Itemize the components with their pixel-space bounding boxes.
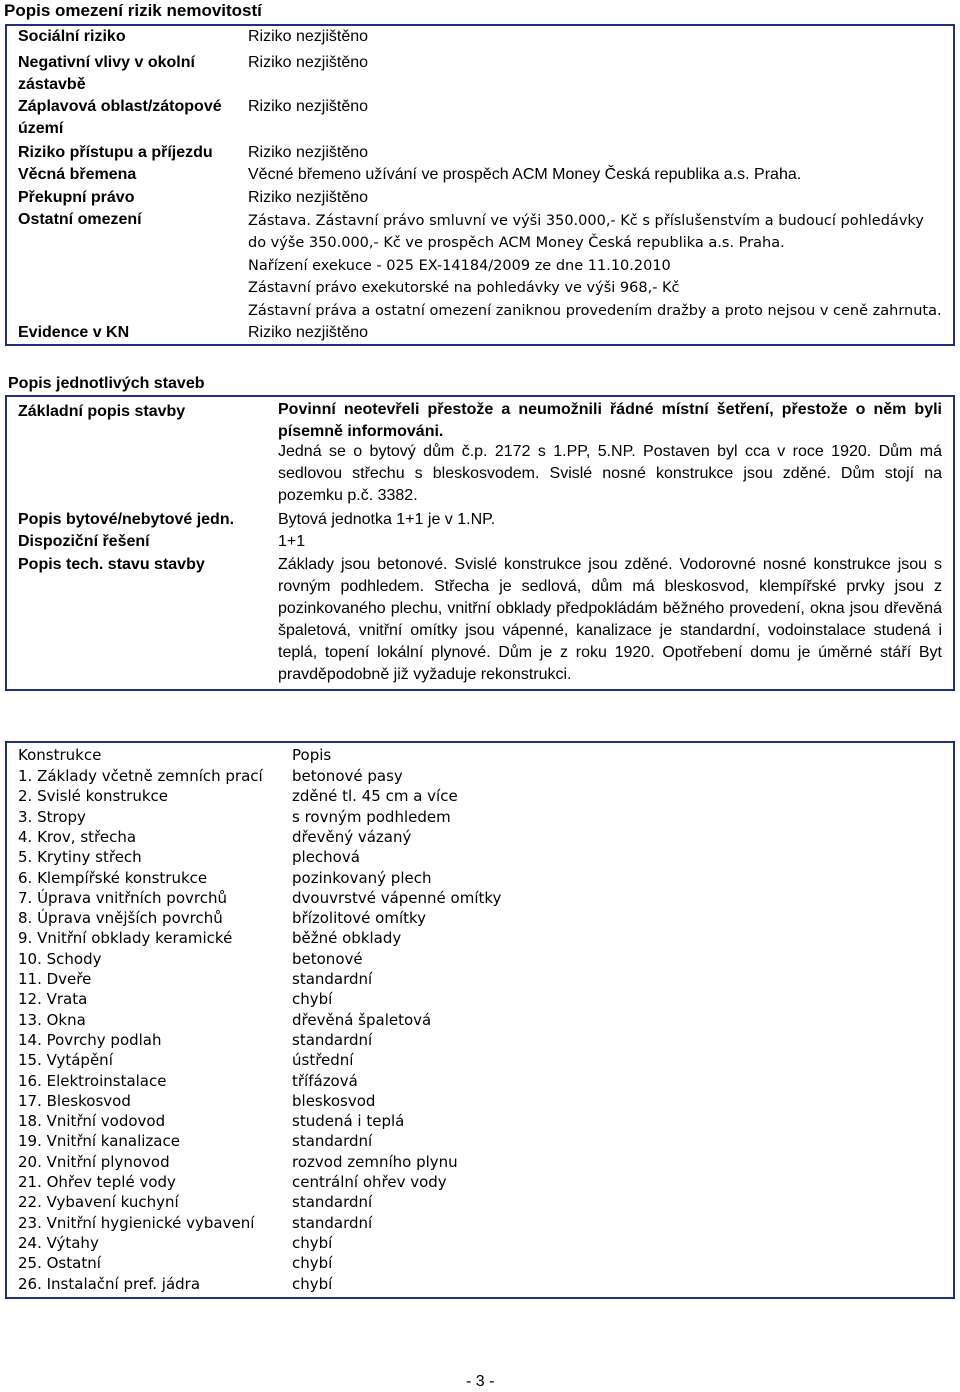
risk-label-preemption: Překupní právo	[18, 189, 135, 206]
construction-item: 13. Okna	[18, 1010, 86, 1029]
construction-item: 1. Základy včetně zemních prací	[18, 767, 263, 785]
risk-label-cadastre: Evidence v KN	[18, 324, 130, 341]
construction-item: 11. Dveře	[18, 970, 92, 988]
risk-label-access: Riziko přístupu a příjezdu	[18, 144, 213, 161]
construction-item: 26. Instalační pref. jádra	[18, 1274, 201, 1293]
construction-item: 4. Krov, střecha	[18, 827, 137, 846]
risk-value-access: Riziko nezjištěno	[248, 144, 369, 161]
layout-value: 1+1	[278, 533, 306, 550]
buildings-section-title: Popis jednotlivých staveb	[8, 375, 205, 392]
construction-description: s rovným podhledem	[292, 807, 451, 826]
risk-value-preemption: Riziko nezjištěno	[248, 189, 369, 206]
construction-description: dvouvrstvé vápenné omítky	[292, 888, 502, 907]
risk-value-other-execution: Nařízení exekuce - 025 EX-14184/2009 ze dne 11.10.2010	[248, 258, 671, 274]
risk-label-easements: Věcná břemena	[18, 166, 137, 183]
construction-item: 23. Vnitřní hygienické vybavení	[18, 1213, 255, 1232]
construction-description: břízolitové omítky	[292, 909, 427, 928]
risk-value-other-note: Zástavní práva a ostatní omezení zaniknou provedením dražby a proto nejsou v ceně zahrnuta.	[248, 303, 942, 319]
page-number: - 3 -	[466, 1373, 495, 1390]
risk-value-social: Riziko nezjištěno	[248, 28, 369, 45]
construction-description: třífázová	[292, 1071, 358, 1090]
page-title: Popis omezení rizik nemovitostí	[4, 1, 262, 20]
risk-value-negative: Riziko nezjištěno	[248, 54, 369, 71]
construction-item: 5. Krytiny střech	[18, 848, 142, 867]
construction-description: standardní	[292, 1213, 373, 1232]
construction-description: dřevěná špaletová	[292, 1010, 432, 1029]
layout-label: Dispoziční řešení	[18, 533, 150, 550]
construction-description: bleskosvod	[292, 1091, 376, 1110]
construction-header-right: Popis	[292, 746, 332, 764]
construction-item: 8. Úprava vnějších povrchů	[18, 909, 223, 928]
construction-description: centrální ohřev vody	[292, 1173, 447, 1191]
construction-item: 7. Úprava vnitřních povrchů	[18, 888, 227, 907]
construction-item: 24. Výtahy	[18, 1233, 99, 1252]
construction-item: 22. Vybavení kuchyní	[18, 1193, 179, 1212]
risk-value-other-executor-pledge: Zástavní právo exekutorské na pohledávky ve výši 968,- Kč	[248, 280, 680, 296]
construction-item: 16. Elektroinstalace	[18, 1071, 167, 1090]
construction-item: 10. Schody	[18, 949, 102, 968]
construction-item: 21. Ohřev teplé vody	[18, 1173, 176, 1191]
construction-description: standardní	[292, 970, 373, 988]
construction-item: 17. Bleskosvod	[18, 1091, 131, 1110]
construction-description: standardní	[292, 1030, 373, 1049]
construction-description: studená i teplá	[292, 1112, 405, 1131]
unit-description-label: Popis bytové/nebytové jedn.	[18, 511, 235, 528]
risk-value-other-pledge: Zástava. Zástavní právo smluvní ve výši 350.000,- Kč s příslušenstvím a budoucí pohledávky do výše 350.000,- Kč ve prospěch ACM Money Česká republika a.s. Praha.	[248, 213, 924, 251]
tech-state-label: Popis tech. stavu stavby	[18, 556, 205, 573]
risk-label-flood: Záplavová oblast/zátopové území	[18, 98, 222, 137]
tech-state-value: Základy jsou betonové. Svislé konstrukce jsou zděné. Vodorovné nosné konstrukce jsou s rovným podhledem. Střecha je sedlová, dům má bleskosvod, klempířské prvky jsou z pozinkovaného plechu, vnitřní obklady předpokládám běžného provedení, okna jsou dřevěná špaletová, vnitřní omítky jsou vápenné, kanalizace je standardní, vodoinstalace studená i teplá, topení lokální plynové. Dům je z roku 1920. Opotřebení domu je úměrné stáří Byt pravděpodobně již vyžaduje rekonstrukci.	[278, 556, 942, 683]
risk-value-easements: Věcné břemeno užívání ve prospěch ACM Money Česká republika a.s. Praha.	[248, 166, 802, 183]
construction-description: chybí	[292, 1274, 333, 1293]
construction-description: zděné tl. 45 cm a více	[292, 787, 458, 806]
construction-description: chybí	[292, 1233, 333, 1252]
construction-item: 18. Vnitřní vodovod	[18, 1112, 166, 1131]
construction-description: betonové	[292, 949, 363, 968]
construction-item: 12. Vrata	[18, 990, 88, 1009]
construction-item: 15. Vytápění	[18, 1051, 113, 1070]
risk-label-negative: Negativní vlivy v okolní zástavbě	[18, 54, 195, 93]
construction-item: 9. Vnitřní obklady keramické	[18, 929, 233, 948]
construction-description: ústřední	[292, 1051, 354, 1070]
construction-description: betonové pasy	[292, 767, 403, 785]
construction-description: standardní	[292, 1193, 373, 1212]
unit-description-value: Bytová jednotka 1+1 je v 1.NP.	[278, 511, 496, 528]
construction-item: 20. Vnitřní plynovod	[18, 1152, 170, 1171]
basic-description-bold-note: Povinní neotevřeli přestože a neumožnili řádné místní šetření, přestože o něm byli písemně informováni.	[278, 401, 942, 440]
construction-description: chybí	[292, 1254, 333, 1273]
construction-item: 2. Svislé konstrukce	[18, 787, 168, 806]
construction-description: chybí	[292, 990, 333, 1009]
construction-item: 6. Klempířské konstrukce	[18, 868, 208, 887]
risk-value-cadastre: Riziko nezjištěno	[248, 324, 369, 341]
construction-description: standardní	[292, 1132, 373, 1151]
construction-item: 14. Povrchy podlah	[18, 1030, 162, 1049]
risk-label-other: Ostatní omezení	[18, 211, 142, 228]
construction-description: dřevěný vázaný	[292, 827, 412, 846]
construction-item: 19. Vnitřní kanalizace	[18, 1132, 180, 1151]
construction-item: 25. Ostatní	[18, 1254, 101, 1273]
risk-value-flood: Riziko nezjištěno	[248, 98, 369, 115]
construction-item: 3. Stropy	[18, 807, 86, 826]
construction-description: běžné obklady	[292, 929, 402, 948]
basic-description-label: Základní popis stavby	[18, 403, 186, 420]
construction-header-left: Konstrukce	[18, 746, 102, 764]
construction-description: plechová	[292, 848, 360, 867]
basic-description-text: Jedná se o bytový dům č.p. 2172 s 1.PP, 5.NP. Postaven byl cca v roce 1920. Dům má sedlovou střechu s bleskosvodem. Svislé nosné konstrukce jsou zděné. Dům stojí na pozemku p.č. 3382.	[278, 443, 942, 504]
risk-label-social: Sociální riziko	[18, 28, 126, 45]
construction-description: rozvod zemního plynu	[292, 1152, 458, 1171]
construction-description: pozinkovaný plech	[292, 868, 432, 887]
